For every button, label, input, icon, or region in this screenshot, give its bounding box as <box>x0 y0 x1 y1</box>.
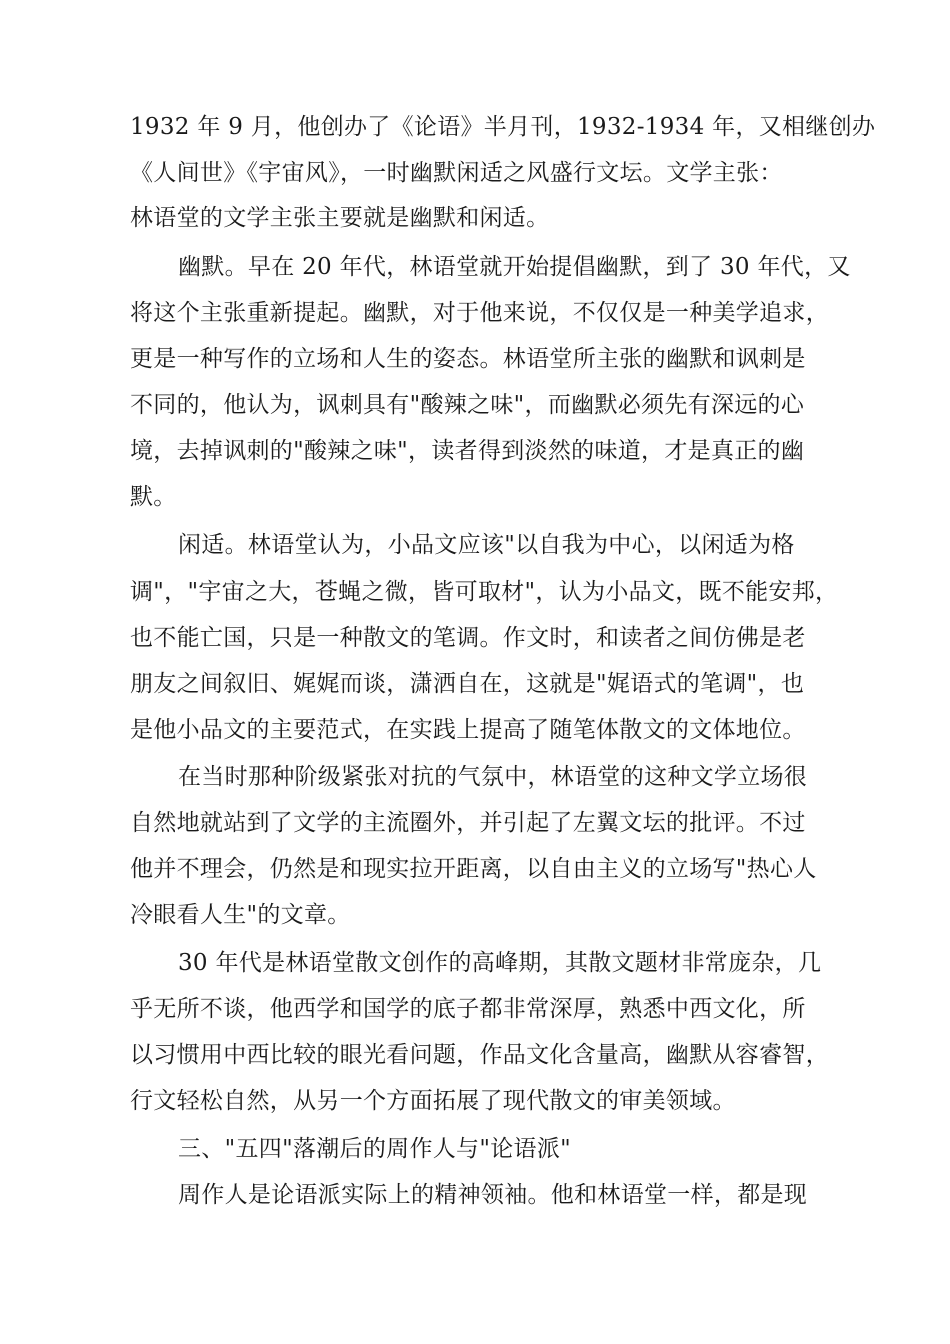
text-line: 默。 <box>130 484 177 510</box>
text-line: 《人间世》《宇宙风》，一时幽默闲适之风盛行文坛。文学主张： <box>130 160 783 186</box>
text-line: 1932 年 9 月，他创办了《论语》半月刊，1932-1934 年，又相继创办 <box>130 114 876 140</box>
paragraph-first-line: 周作人是论语派实际上的精神领袖。他和林语堂一样，都是现 <box>178 1182 808 1208</box>
text-line: 是他小品文的主要范式，在实践上提高了随笔体散文的文体地位。 <box>130 717 806 743</box>
paragraph-first-line: 闲适。林语堂认为，小品文应该"以自我为中心，以闲适为格 <box>178 532 795 558</box>
text-line: 林语堂的文学主张主要就是幽默和闲适。 <box>130 205 550 231</box>
text-line: 将这个主张重新提起。幽默，对于他来说，不仅仅是一种美学追求， <box>130 300 829 326</box>
paragraph-first-line: 30 年代是林语堂散文创作的高峰期，其散文题材非常庞杂，几 <box>178 950 822 976</box>
text-line: 朋友之间叙旧、娓娓而谈，潇洒自在，这就是"娓语式的笔调"，也 <box>130 671 805 697</box>
paragraph-first-line: 幽默。早在 20 年代，林语堂就开始提倡幽默，到了 30 年代，又 <box>178 254 851 280</box>
text-line: 以习惯用中西比较的眼光看问题，作品文化含量高，幽默从容睿智， <box>130 1042 829 1068</box>
text-line: 境，去掉讽刺的"酸辣之味"，读者得到淡然的味道，才是真正的幽 <box>130 438 805 464</box>
text-line: 自然地就站到了文学的主流圈外，并引起了左翼文坛的批评。不过 <box>130 810 806 836</box>
text-line: 更是一种写作的立场和人生的姿态。林语堂所主张的幽默和讽刺是 <box>130 346 806 372</box>
text-line: 调"，"宇宙之大，苍蝇之微，皆可取材"，认为小品文，既不能安邦， <box>130 579 839 605</box>
text-line: 不同的，他认为，讽刺具有"酸辣之味"，而幽默必须先有深远的心 <box>130 392 805 418</box>
text-line: 也不能亡国，只是一种散文的笔调。作文时，和读者之间仿佛是老 <box>130 625 806 651</box>
text-line: 冷眼看人生"的文章。 <box>130 902 351 928</box>
text-line: 行文轻松自然，从另一个方面拓展了现代散文的审美领域。 <box>130 1088 736 1114</box>
section-heading: 三、"五四"落潮后的周作人与"论语派" <box>178 1136 572 1162</box>
text-line: 他并不理会，仍然是和现实拉开距离，以自由主义的立场写"热心人 <box>130 856 817 882</box>
text-line: 乎无所不谈，他西学和国学的底子都非常深厚，熟悉中西文化，所 <box>130 996 806 1022</box>
paragraph-first-line: 在当时那种阶级紧张对抗的气氛中，林语堂的这种文学立场很 <box>178 764 808 790</box>
